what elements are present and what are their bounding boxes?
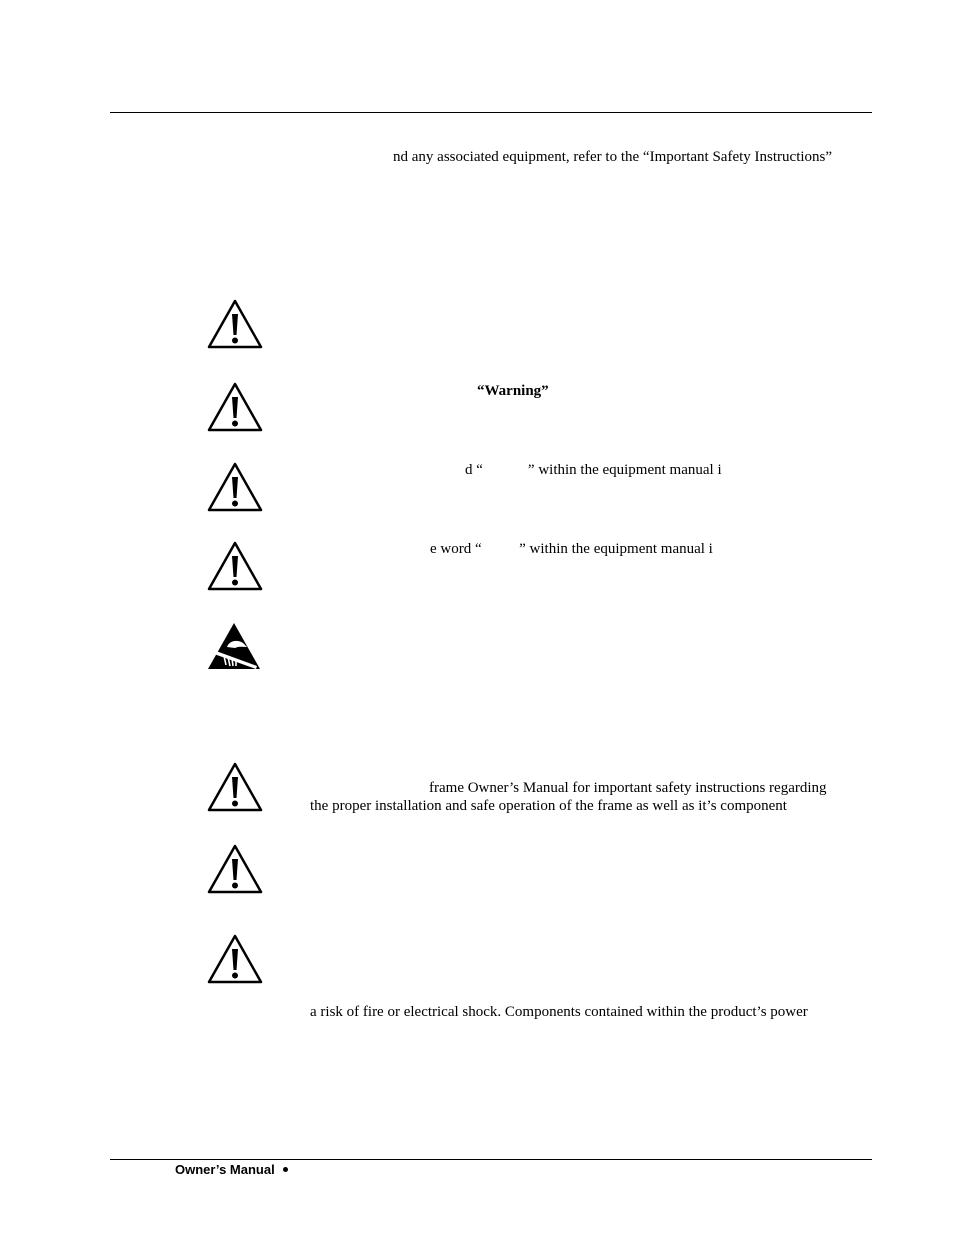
header-rule [110, 112, 872, 113]
warning-triangle-icon [207, 761, 263, 813]
warning-label: “Warning” [477, 383, 549, 399]
warning-triangle-icon [207, 381, 263, 433]
footer-label: Owner’s Manual [175, 1162, 275, 1177]
note-text-line-2: the proper installation and safe operation of the frame as well as it’s component [310, 798, 787, 814]
bullet-icon [283, 1167, 288, 1172]
note-text-line-1: a risk of fire or electrical shock. Components contained within the product’s power [310, 1004, 808, 1020]
esd-sensitive-icon [207, 621, 261, 671]
note-text-line-1: frame Owner’s Manual for important safety instructions regarding [429, 780, 827, 796]
warning-triangle-icon [207, 540, 263, 592]
warning-triangle-icon [207, 933, 263, 985]
symbol-description: e word “ ” within the equipment manual i [430, 541, 713, 557]
footer [175, 1162, 288, 1178]
warning-triangle-icon [207, 461, 263, 513]
warning-triangle-icon [207, 298, 263, 350]
intro-text: nd any associated equipment, refer to the “Important Safety Instructions” [393, 149, 833, 165]
footer-rule [110, 1159, 872, 1160]
symbol-description: d “ ” within the equipment manual i [465, 462, 722, 478]
warning-triangle-icon [207, 843, 263, 895]
